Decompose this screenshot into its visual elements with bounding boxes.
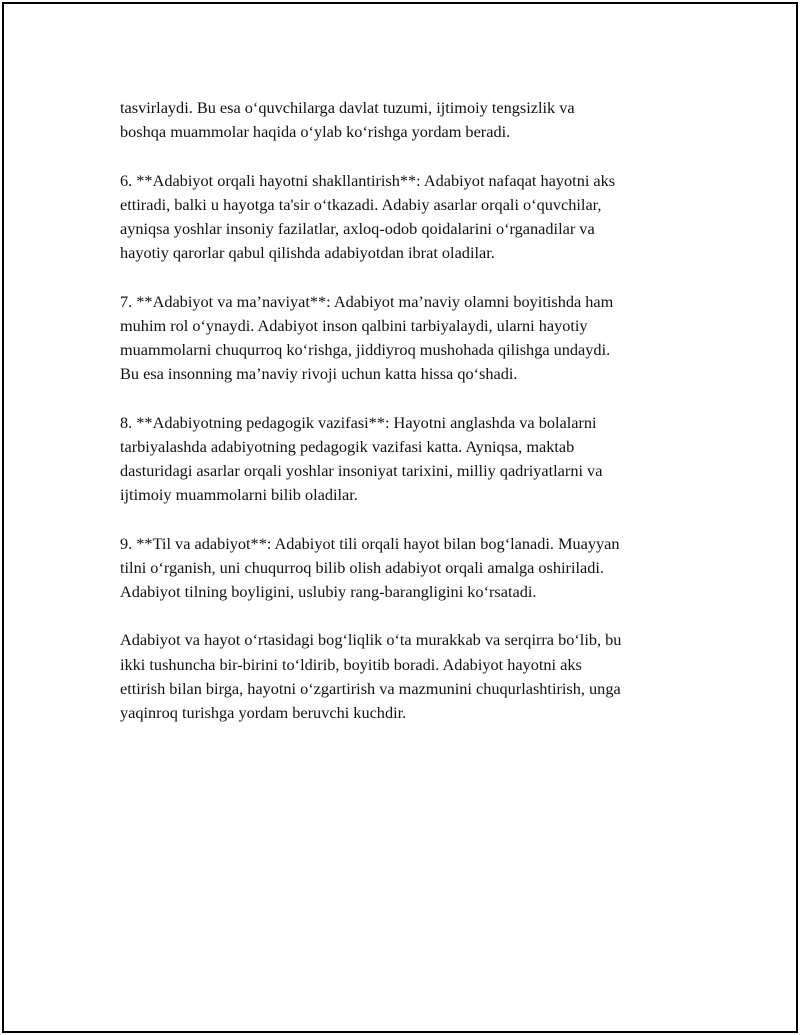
text-line: tasvirlaydi. Bu esa o‘quvchilarga davlat tuzumi, ijtimoiy tengsizlik va: [120, 98, 575, 117]
text-line: ettirish bilan birga, hayotni o‘zgartirish va mazmunini chuqurlashtirish, unga: [120, 678, 621, 698]
text-line: Adabiyot va hayot o‘rtasidagi bog‘liqlik o‘ta murakkab va serqirra bo‘lib, bu: [120, 630, 622, 650]
paragraph-item-6: [120, 169, 700, 266]
text-line: 8. **Adabiyotning pedagogik vazifasi**: Hayotni anglashda va bolalarni: [120, 412, 597, 432]
text-line: 7. **Adabiyot va ma’naviyat**: Adabiyot ma’naviy olamni boyitishda ham: [120, 291, 614, 311]
text-line: muhim rol o‘ynaydi. Adabiyot inson qalbini tarbiyalaydi, ularni hayotiy: [120, 315, 588, 335]
document-page: [2, 2, 798, 1033]
text-line: 9. **Til va adabiyot**: Adabiyot tili orqali hayot bilan bog‘lanadi. Muayyan: [120, 533, 620, 553]
text-line: Bu esa insonning ma’naviy rivoji uchun katta hissa qo‘shadi.: [120, 364, 518, 384]
text-line: ettiradi, balki u hayotga ta'sir o‘tkazadi. Adabiy asarlar orqali o‘quvchilar,: [120, 194, 602, 214]
text-line: ijtimoiy muammolarni bilib oladilar.: [120, 485, 358, 505]
text-line: yaqinroq turishga yordam beruvchi kuchdir.: [120, 703, 407, 722]
paragraph-item-7: [120, 290, 700, 387]
document-body: [120, 96, 700, 749]
text-line: muammolarni chuqurroq ko‘rishga, jiddiyroq mushohada qilishga undaydi.: [120, 340, 611, 359]
paragraph-intro-continuation: [120, 96, 700, 144]
paragraph-conclusion: [120, 628, 700, 725]
paragraph-item-8: [120, 411, 700, 508]
text-line: boshqa muammolar haqida o‘ylab ko‘rishga yordam beradi.: [120, 122, 511, 142]
text-line: hayotiy qarorlar qabul qilishda adabiyotdan ibrat oladilar.: [120, 243, 495, 263]
text-line: tarbiyalashda adabiyotning pedagogik vazifasi katta. Ayniqsa, maktab: [120, 436, 575, 456]
text-line: ikki tushuncha bir-birini to‘ldirib, boyitib boradi. Adabiyot hayotni aks: [120, 654, 582, 674]
text-line: dasturidagi asarlar orqali yoshlar insoniyat tarixini, milliy qadriyatlarni va: [120, 461, 603, 480]
text-line: ayniqsa yoshlar insoniy fazilatlar, axloq-odob qoidalarini o‘rganadilar va: [120, 219, 595, 238]
paragraph-item-9: [120, 532, 700, 605]
text-line: Adabiyot tilning boyligini, uslubiy rang-barangligini ko‘rsatadi.: [120, 582, 537, 601]
text-line: tilni o‘rganish, uni chuqurroq bilib olish adabiyot orqali amalga oshiriladi.: [120, 557, 604, 577]
text-line: 6. **Adabiyot orqali hayotni shakllantirish**: Adabiyot nafaqat hayotni aks: [120, 170, 616, 190]
